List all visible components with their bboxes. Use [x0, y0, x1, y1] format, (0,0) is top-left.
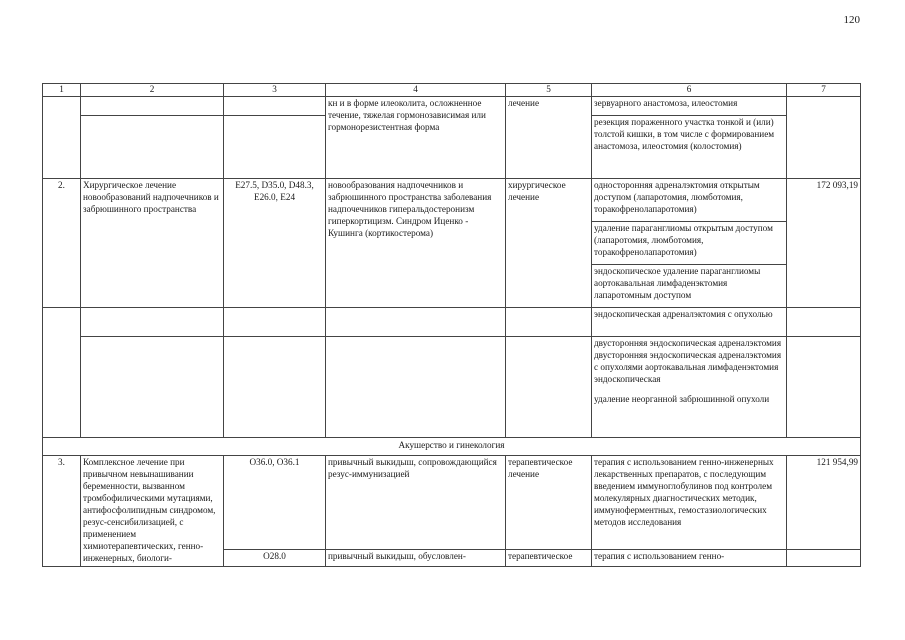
cell-disease: привычный выкидыш, сопровождающийся резус-иммунизацией — [326, 456, 506, 550]
cell-name: Комплексное лечение при привычном невынашивании беременности, вызванном тромбофилическими мутациями, антифосфолипидным синдромом, резус-сенсибилизацией, с применением химиотерапевтических, генно-инженерных, биологи- — [81, 456, 224, 567]
cell-codes: O36.0, O36.1 — [224, 456, 326, 550]
method-text: двусторонняя эндоскопическая адреналэктомия двусторонняя эндоскопическая адреналэктомия с опухолями аортокавальная лимфаденэктомия эндоскопическая — [594, 338, 782, 384]
cell-codes — [224, 337, 326, 438]
header-row — [43, 84, 861, 97]
cell-price: 121 954,99 — [787, 456, 861, 550]
cell-name — [81, 97, 224, 116]
cell-codes — [224, 308, 326, 337]
cell-disease: привычный выкидыш, обусловлен- — [326, 550, 506, 566]
table-row — [43, 97, 861, 116]
cell-name: Хирургическое лечение новообразований надпочечников и забрюшинного пространства — [81, 179, 224, 308]
cell-codes — [224, 116, 326, 179]
cell-method: удаление параганглиомы открытым доступом (лапаротомия, люмботомия, торакофренолапаротомия) — [592, 222, 787, 265]
cell-price — [787, 550, 861, 566]
cell-price: 172 093,19 — [787, 179, 861, 308]
header-cell: 2 — [81, 84, 224, 97]
table-row — [43, 179, 861, 222]
page-number: 120 — [843, 14, 860, 26]
services-table — [42, 83, 861, 567]
table-row — [43, 337, 861, 438]
cell-method: эндоскопическая адреналэктомия с опухолью — [592, 308, 787, 337]
cell-method — [592, 337, 787, 438]
header-cell: 7 — [787, 84, 861, 97]
section-title: Акушерство и гинекология — [43, 438, 861, 456]
header-cell: 5 — [506, 84, 592, 97]
cell-name — [81, 116, 224, 179]
spacer — [594, 386, 784, 394]
header-cell: 6 — [592, 84, 787, 97]
cell-name — [81, 308, 224, 337]
cell-codes: O28.0 — [224, 550, 326, 566]
header-cell: 4 — [326, 84, 506, 97]
cell-method: терапия с использованием генно-инженерных лекарственных препаратов, с последующим введением иммуноглобулинов под контролем молекулярных диагностических методик, иммуноферментных, гемостазиологических методов исследования — [592, 456, 787, 550]
method-text: удаление неорганной забрюшинной опухоли — [594, 393, 770, 404]
cell-codes — [224, 97, 326, 116]
cell-price — [787, 97, 861, 179]
header-cell: 1 — [43, 84, 81, 97]
cell-num — [43, 97, 81, 179]
cell-codes: E27.5, D35.0, D48.3, E26.0, E24 — [224, 179, 326, 308]
cell-disease: кн и в форме илеоколита, осложненное течение, тяжелая гормонозависимая или гормонорезистентная форма — [326, 97, 506, 179]
cell-treatment-type — [506, 308, 592, 337]
cell-treatment-type: терапевтическое лечение — [506, 456, 592, 550]
section-row — [43, 438, 861, 456]
cell-disease — [326, 308, 506, 337]
cell-method: эндоскопическое удаление параганглиомы аортокавальная лимфаденэктомия лапаротомным доступом — [592, 265, 787, 308]
cell-method: резекция пораженного участка тонкой и (или) толстой кишки, в том числе с формированием анастомоза, илеостомия (колостомия) — [592, 116, 787, 179]
cell-num — [43, 308, 81, 438]
cell-method: зервуарного анастомоза, илеостомия — [592, 97, 787, 116]
cell-price — [787, 337, 861, 438]
cell-price — [787, 308, 861, 337]
cell-treatment-type — [506, 337, 592, 438]
cell-method: односторонняя адреналэктомия открытым доступом (лапаротомия, люмботомия, торакофренолапаротомия) — [592, 179, 787, 222]
cell-method: терапия с использованием генно- — [592, 550, 787, 566]
cell-num: 3. — [43, 456, 81, 567]
table-row — [43, 456, 861, 550]
header-cell: 3 — [224, 84, 326, 97]
cell-treatment-type: терапевтическое — [506, 550, 592, 566]
cell-name — [81, 337, 224, 438]
cell-treatment-type: хирургическое лечение — [506, 179, 592, 308]
cell-disease — [326, 337, 506, 438]
cell-disease: новообразования надпочечников и забрюшинного пространства заболевания надпочечников гиперальдостеронизм гиперкортицизм. Синдром Иценко - Кушинга (кортикостерома) — [326, 179, 506, 308]
cell-treatment-type: лечение — [506, 97, 592, 179]
table-row — [43, 308, 861, 337]
cell-num: 2. — [43, 179, 81, 308]
